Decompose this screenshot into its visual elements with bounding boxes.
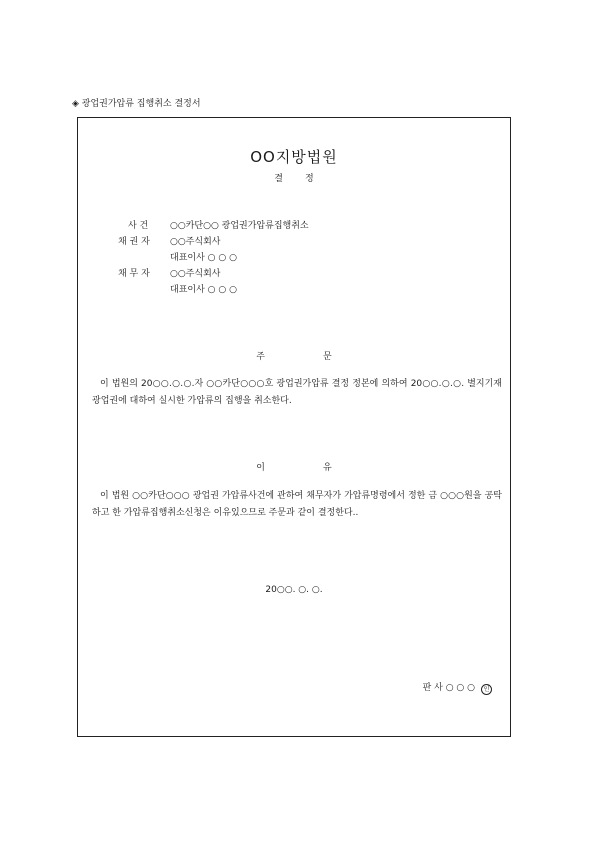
party-label: 채 무 자 — [118, 269, 150, 279]
document-label: ◈ 광업권가압류 집행취소 결정서 — [72, 99, 201, 109]
party-value: 대표이사 ○ ○ ○ — [170, 253, 237, 263]
order-title — [78, 349, 510, 362]
party-value: 대표이사 ○ ○ ○ — [170, 285, 237, 295]
document-type — [78, 171, 510, 184]
document-frame — [77, 117, 511, 737]
party-row-debtor — [118, 266, 309, 282]
party-label — [118, 250, 170, 266]
judge-label: 판 사 ○ ○ ○ — [422, 683, 475, 693]
seal-icon: 인 — [481, 684, 492, 695]
document-type-char-2: 정 — [305, 174, 314, 184]
court-name: OO지방법원 — [250, 148, 338, 166]
party-row-case — [118, 218, 309, 234]
party-row-creditor-rep — [118, 250, 309, 266]
party-value: ○○주식회사 — [170, 269, 221, 279]
document-type-char-1: 결 — [274, 174, 283, 184]
party-label: 사 건 — [128, 221, 149, 231]
order-title-char-1: 주 — [256, 352, 265, 362]
reason-title-char-2: 유 — [323, 463, 332, 473]
party-row-debtor-rep — [118, 282, 309, 298]
order-title-char-2: 문 — [323, 352, 332, 362]
order-text: 이 법원의 20○○.○.○.자 ○○카단○○○호 광업권가압류 결정 정본에 의하여 20○○.○.○. 별지기재 광업권에 대하여 실시한 가압류의 집행을 취소한다. — [92, 379, 502, 406]
reason-text: 이 법원 ○○카단○○○ 광업권 가압류사건에 관하여 채무자가 가압류명령에서 정한 금 ○○○원을 공탁하고 한 가압류집행취소신청은 이유있으므로 주문과 같이 결정한다.. — [92, 491, 502, 518]
parties-block — [118, 218, 309, 298]
judge-signature — [423, 680, 492, 695]
party-value: ○○카단○○ 광업권가압류집행취소 — [170, 221, 309, 231]
party-row-creditor — [118, 234, 309, 250]
reason-title — [78, 460, 510, 473]
decision-date: 20○○. ○. ○. — [265, 585, 323, 595]
party-label — [118, 282, 170, 298]
party-value: ○○주식회사 — [170, 237, 221, 247]
reason-title-char-1: 이 — [256, 463, 265, 473]
party-label: 채 권 자 — [118, 237, 150, 247]
